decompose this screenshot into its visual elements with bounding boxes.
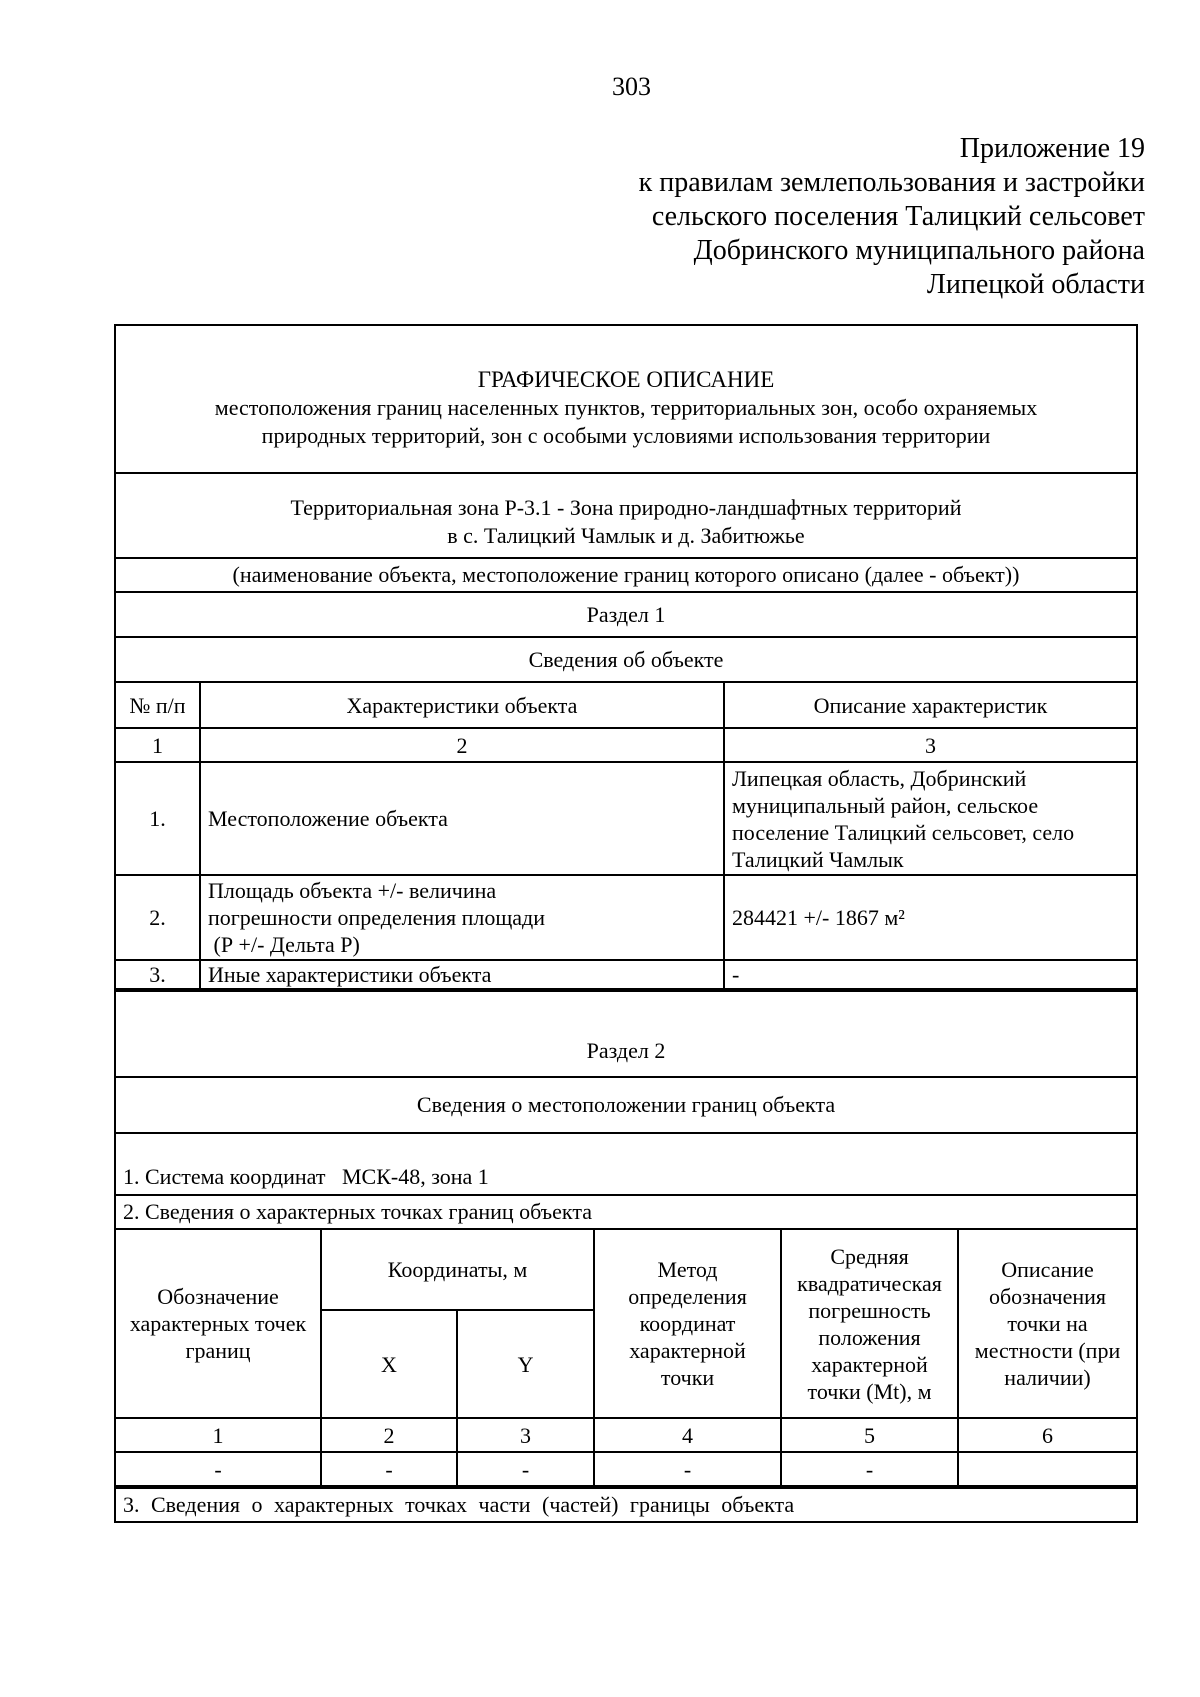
table-cell [958, 1452, 1136, 1486]
description-line: муниципальный район, сельское [732, 792, 1039, 818]
header-method [594, 1230, 781, 1418]
header-designation [116, 1230, 321, 1418]
header-line: обозначения [988, 1284, 1107, 1309]
form-title: ГРАФИЧЕСКОЕ ОПИСАНИЕ [477, 367, 775, 392]
object-caption: (наименование объекта, местоположение границ которого описано (далее - объект)) [116, 557, 1136, 591]
header-line: точки (Mt), м [807, 1378, 932, 1404]
boundary-points-table [116, 1230, 1136, 1487]
description-line: Липецкая область, Добринский [732, 765, 1027, 791]
form-subtitle-line: природных территорий, зон с особыми условиями использования территории [261, 423, 991, 448]
appendix-line: сельского поселения Талицкий сельсовет [651, 201, 1145, 232]
column-number-cell: 3 [457, 1418, 594, 1452]
object-name-block [116, 472, 1136, 557]
table-cell: - [781, 1452, 958, 1486]
table-cell: - [116, 1452, 321, 1486]
header-line: Обозначение [157, 1284, 279, 1309]
header-line: координат [639, 1311, 736, 1336]
appendix-line: Липецкой области [926, 269, 1145, 300]
page-number: 303 [612, 72, 651, 101]
header-line: характерных точек [129, 1311, 307, 1336]
description-line: - [732, 962, 740, 987]
section2-table-wrap [116, 1228, 1136, 1487]
header-line: точки [660, 1365, 715, 1390]
table-row [116, 875, 1136, 960]
appendix-line: Приложение 19 [959, 133, 1145, 164]
object-name-line: в с. Талицкий Чамлык и д. Забитюжье [447, 523, 805, 548]
column-number-row [116, 728, 1136, 762]
table-row [116, 762, 1136, 875]
description-line: поселение Талицкий сельсовет, село [732, 819, 1075, 845]
object-name-line: Территориальная зона Р-3.1 - Зона природно-ландшафтных территорий [290, 495, 962, 520]
header-error [781, 1230, 958, 1418]
header-y: Y [457, 1310, 594, 1418]
characteristic-name-line: Иные характеристики объекта [208, 962, 492, 987]
boundary-points-info: 2. Сведения о характерных точках границ объекта [116, 1194, 1136, 1228]
characteristic-name [200, 960, 724, 989]
characteristic-description [724, 762, 1136, 875]
column-number-cell: 2 [321, 1418, 457, 1452]
header-line: Средняя [830, 1243, 909, 1269]
characteristic-name-line: погрешности определения площади [208, 905, 546, 930]
header-description [958, 1230, 1136, 1418]
header-line: характерной [629, 1338, 746, 1363]
header-line: Описание [1001, 1257, 1094, 1282]
column-number-cell: 1 [116, 728, 200, 762]
header-line: местности (при [974, 1338, 1121, 1363]
section2-title: Раздел 2 [116, 990, 1136, 1076]
appendix-header [445, 132, 1145, 302]
header-cell: Характеристики объекта [200, 683, 724, 728]
characteristic-name [200, 875, 724, 960]
table-header-row [116, 683, 1136, 728]
boundary-parts-info: 3. Сведения о характерных точках части (частей) границы объекта [116, 1487, 1136, 1521]
table-header-row [116, 1230, 1136, 1310]
column-number-cell: 1 [116, 1418, 321, 1452]
header-x: X [321, 1310, 457, 1418]
characteristic-description [724, 960, 1136, 989]
column-number-cell: 5 [781, 1418, 958, 1452]
section1-table-wrap [116, 681, 1136, 990]
header-line: границ [185, 1338, 251, 1363]
table-row [116, 960, 1136, 989]
header-line: определения [628, 1284, 747, 1309]
header-line: положения [818, 1324, 921, 1350]
characteristic-name-line: Площадь объекта +/- величина [208, 878, 497, 903]
row-number: 1. [116, 762, 200, 875]
column-number-cell: 2 [200, 728, 724, 762]
header-coordinates: Координаты, м [321, 1230, 594, 1310]
table-row [116, 1452, 1136, 1486]
form-subtitle-line: местоположения границ населенных пунктов, территориальных зон, особо охраняемых [214, 395, 1038, 420]
characteristic-name-line: (Р +/- Дельта Р) [208, 932, 360, 957]
characteristic-description [724, 875, 1136, 960]
graphic-description-form [114, 324, 1138, 1523]
column-number-cell: 4 [594, 1418, 781, 1452]
header-line: характерной [811, 1351, 928, 1377]
table-cell: - [594, 1452, 781, 1486]
header-line: точки на [1007, 1311, 1088, 1336]
description-line: 284421 +/- 1867 м² [732, 905, 905, 930]
section1-subtitle: Сведения об объекте [116, 636, 1136, 681]
column-number-cell: 6 [958, 1418, 1136, 1452]
header-line: погрешность [808, 1297, 931, 1323]
column-number-row [116, 1418, 1136, 1452]
column-number-cell: 3 [724, 728, 1136, 762]
header-line: квадратическая [797, 1270, 942, 1296]
header-cell: № п/п [116, 683, 200, 728]
section2-subtitle: Сведения о местоположении границ объекта [116, 1076, 1136, 1132]
characteristic-name [200, 762, 724, 875]
description-line: Талицкий Чамлык [732, 846, 904, 872]
header-line: наличии) [1004, 1365, 1091, 1390]
appendix-line: к правилам землепользования и застройки [638, 167, 1145, 198]
characteristic-name-line: Местоположение объекта [208, 806, 448, 831]
section1-title: Раздел 1 [116, 591, 1136, 636]
row-number: 3. [116, 960, 200, 989]
header-line: Метод [657, 1257, 718, 1282]
table-cell: - [321, 1452, 457, 1486]
appendix-line: Добринского муниципального района [693, 235, 1145, 266]
row-number: 2. [116, 875, 200, 960]
header-cell: Описание характеристик [724, 683, 1136, 728]
coordinate-system: 1. Система координат МСК-48, зона 1 [116, 1132, 1136, 1194]
form-title-block [116, 326, 1136, 472]
table-cell: - [457, 1452, 594, 1486]
object-info-table [116, 683, 1136, 990]
